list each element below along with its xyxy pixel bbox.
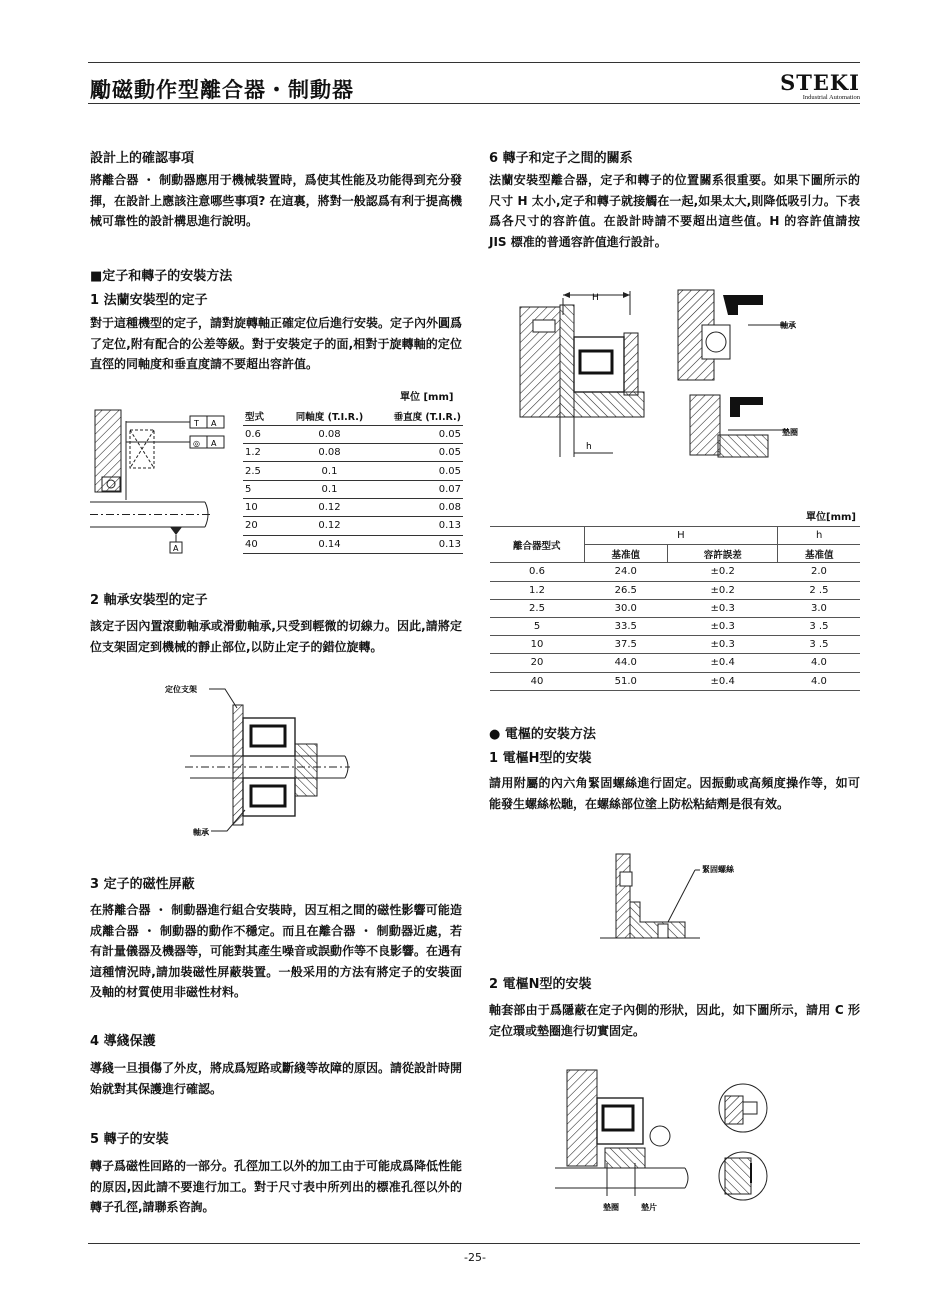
s1-heading: 1 法蘭安裝型的定子: [90, 293, 208, 308]
fig1-mark-o: ◎: [193, 439, 200, 448]
cell-coax: 0.1: [285, 480, 374, 498]
table-row: [490, 636, 860, 654]
page-number: -25-: [464, 1251, 486, 1264]
cell-tol: ±0.2: [668, 581, 778, 599]
armature-n-figure: [555, 1068, 785, 1218]
cell-perp: 0.05: [374, 444, 463, 462]
table-row: [243, 425, 463, 443]
page-title: 勵磁動作型離合器・制動器: [90, 78, 354, 102]
cell-coax: 0.1: [285, 462, 374, 480]
logo-subtitle: Industrial Automation: [802, 94, 860, 101]
fig3-label-h: h: [586, 442, 592, 452]
cell-H: 37.5: [584, 636, 668, 654]
cell-model: 20: [243, 517, 285, 535]
fig2-label-bracket: 定位支架: [165, 685, 197, 694]
cell-perp: 0.13: [374, 517, 463, 535]
s5-text: 轉子爲磁性回路的一部分。孔徑加工以外的加工由于可能成爲降低性能的原因,因此請不要進行加工。對于尺寸表中所列出的標准孔徑以外的轉子孔徑,請聯系咨詢。: [90, 1159, 463, 1214]
logo-word: STEKI: [780, 70, 860, 95]
cell-h: 3 .5: [778, 636, 860, 654]
cell-perp: 0.08: [374, 498, 463, 516]
cell-model: 20: [490, 654, 584, 672]
fig1-mark-t: T: [194, 419, 199, 428]
header-top-rule: [88, 62, 860, 63]
tolerance-table: [243, 407, 463, 554]
table-row: [490, 672, 860, 690]
header-bottom-rule: [88, 103, 860, 104]
s1-text: 對于這種機型的定子，請對旋轉軸正確定位后進行安裝。定子內外圓爲了定位,附有配合的公差等級。對于安裝定子的面,相對于旋轉軸的定位直徑的同軸度和垂直度請不要超出容許值。: [90, 316, 463, 371]
table-row: [243, 517, 463, 535]
table-row: [490, 617, 860, 635]
intro-text: 將離合器 ・ 制動器應用于機械裝置時，爲使其性能及功能得到充分發揮，在設計上應該注意哪些事項? 在這裏，將對一般認爲有利于提高機械可靠性的設計構思進行說明。: [90, 173, 462, 228]
table-row: [490, 563, 860, 581]
cell-perp: 0.05: [374, 462, 463, 480]
cell-coax: 0.08: [285, 444, 374, 462]
cell-model: 10: [490, 636, 584, 654]
armature1-text: 請用附屬的內六角緊固螺絲進行固定。因振動或高頻度操作等，如可能發生螺絲松馳，在螺絲部位塗上防松粘結劑是很有效。: [489, 776, 860, 811]
cell-h: 2 .5: [778, 581, 860, 599]
fig5-label-shim: 墊片: [641, 1203, 657, 1212]
th-H-tol: 容許誤差: [668, 545, 778, 563]
cell-model: 5: [243, 480, 285, 498]
th-coaxiality: 同軸度 (T.I.R.): [285, 407, 374, 425]
cell-model: 2.5: [490, 599, 584, 617]
rotor-stator-gap-figure: [518, 285, 818, 475]
cell-h: 4.0: [778, 672, 860, 690]
table-row: [243, 462, 463, 480]
cell-H: 44.0: [584, 654, 668, 672]
th-model: 離合器型式: [490, 527, 584, 563]
table-header-row: [243, 407, 463, 425]
unit-label-1: 單位 [mm]: [400, 392, 454, 403]
s2-text: 該定子因內置滾動軸承或滑動軸承,只受到輕微的切線力。因此,請將定位支架固定到機械的靜止部位,以防止定子的錯位旋轉。: [90, 619, 462, 654]
cell-H: 26.5: [584, 581, 668, 599]
cell-perp: 0.07: [374, 480, 463, 498]
cell-perp: 0.05: [374, 425, 463, 443]
table-row: [490, 581, 860, 599]
section-heading: ■定子和轉子的安裝方法: [90, 269, 233, 284]
cell-tol: ±0.4: [668, 654, 778, 672]
cell-tol: ±0.3: [668, 599, 778, 617]
th-perpendicularity: 垂直度 (T.I.R.): [374, 407, 463, 425]
flange-stator-figure: [90, 405, 240, 555]
cell-model: 0.6: [490, 563, 584, 581]
table-row: [490, 654, 860, 672]
cell-coax: 0.12: [285, 517, 374, 535]
th-model: 型式: [243, 407, 285, 425]
armature-h-figure: [600, 852, 780, 942]
cell-tol: ±0.3: [668, 636, 778, 654]
cell-model: 10: [243, 498, 285, 516]
s6-heading: 6 轉子和定子之間的關系: [489, 151, 633, 166]
s4-heading: 4 導綫保護: [90, 1034, 156, 1049]
brand-logo: [780, 72, 860, 102]
cell-model: 40: [490, 672, 584, 690]
armature2-text: 軸套部由于爲隱蔽在定子內側的形狀，因此，如下圖所示，請用 C 形定位環或墊圈進行切實固定。: [489, 1003, 860, 1038]
gap-table: [490, 526, 860, 691]
cell-model: 1.2: [490, 581, 584, 599]
table-row: [243, 444, 463, 462]
s5-heading: 5 轉子的安裝: [90, 1132, 169, 1147]
cell-coax: 0.12: [285, 498, 374, 516]
th-H: H: [584, 527, 778, 545]
cell-tol: ±0.3: [668, 617, 778, 635]
fig1-mark-a1: A: [211, 419, 217, 428]
intro-heading: 設計上的確認事項: [90, 151, 195, 166]
cell-model: 2.5: [243, 462, 285, 480]
cell-h: 3 .5: [778, 617, 860, 635]
cell-model: 40: [243, 535, 285, 553]
s4-text: 導綫一旦損傷了外皮，將成爲短路或斷綫等故障的原因。請從設計時開始就對其保護進行確認。: [90, 1061, 463, 1096]
th-h: h: [778, 527, 860, 545]
s6-text: 法蘭安裝型離合器，定子和轉子的位置關系很重要。如果下圖所示的尺寸 H 太小,定子和轉子就接觸在一起,如果太大,則降低吸引力。下表爲各尺寸的容許值。在設計時請不要超出這些值。H 的容許值請按 JIS 標准的普通容許值進行設計。: [489, 173, 860, 249]
cell-model: 5: [490, 617, 584, 635]
cell-H: 51.0: [584, 672, 668, 690]
armature1-heading: 1 電樞H型的安裝: [489, 751, 592, 766]
th-H-base: 基准值: [584, 545, 668, 563]
cell-model: 1.2: [243, 444, 285, 462]
unit-label-2: 單位[mm]: [806, 512, 856, 523]
fig3-label-bearing: 軸承: [780, 321, 796, 330]
fig2-label-bearing: 軸承: [193, 828, 209, 837]
fig1-mark-a2: A: [211, 439, 217, 448]
fig3-label-H: H: [592, 293, 599, 303]
fig1-mark-a3: A: [173, 544, 179, 553]
cell-H: 33.5: [584, 617, 668, 635]
fig4-label-screw: 緊固螺絲: [702, 865, 734, 874]
bearing-stator-figure: [165, 680, 355, 840]
table-row: [243, 535, 463, 553]
table-row: [243, 480, 463, 498]
s3-text: 在將離合器 ・ 制動器進行組合安裝時，因互相之間的磁性影響可能造成離合器 ・ 制動器的動作不穩定。而且在離合器 ・ 制動器近處，若有計量儀器及機器等，可能對其產生噪音或誤動作等不良影響。在遇有這種情況時,請加裝磁性屏蔽裝置。一般采用的方法有將定子的安裝面及軸的材質使用非磁性材料。: [90, 903, 463, 999]
cell-model: 0.6: [243, 425, 285, 443]
armature2-heading: 2 電樞N型的安裝: [489, 977, 592, 992]
cell-h: 4.0: [778, 654, 860, 672]
cell-coax: 0.08: [285, 425, 374, 443]
cell-H: 24.0: [584, 563, 668, 581]
s3-heading: 3 定子的磁性屏蔽: [90, 877, 195, 892]
cell-perp: 0.13: [374, 535, 463, 553]
th-h-base: 基准值: [778, 545, 860, 563]
cell-H: 30.0: [584, 599, 668, 617]
fig3-label-washer: 墊圈: [782, 428, 798, 437]
table-row: [243, 498, 463, 516]
cell-h: 2.0: [778, 563, 860, 581]
footer-rule: [88, 1243, 860, 1244]
cell-tol: ±0.2: [668, 563, 778, 581]
cell-coax: 0.14: [285, 535, 374, 553]
cell-h: 3.0: [778, 599, 860, 617]
table-header-row: [490, 527, 860, 545]
s2-heading: 2 軸承安裝型的定子: [90, 593, 208, 608]
cell-tol: ±0.4: [668, 672, 778, 690]
armature-heading: ● 電樞的安裝方法: [489, 727, 596, 742]
table-row: [490, 599, 860, 617]
fig5-label-washer: 墊圈: [603, 1203, 619, 1212]
